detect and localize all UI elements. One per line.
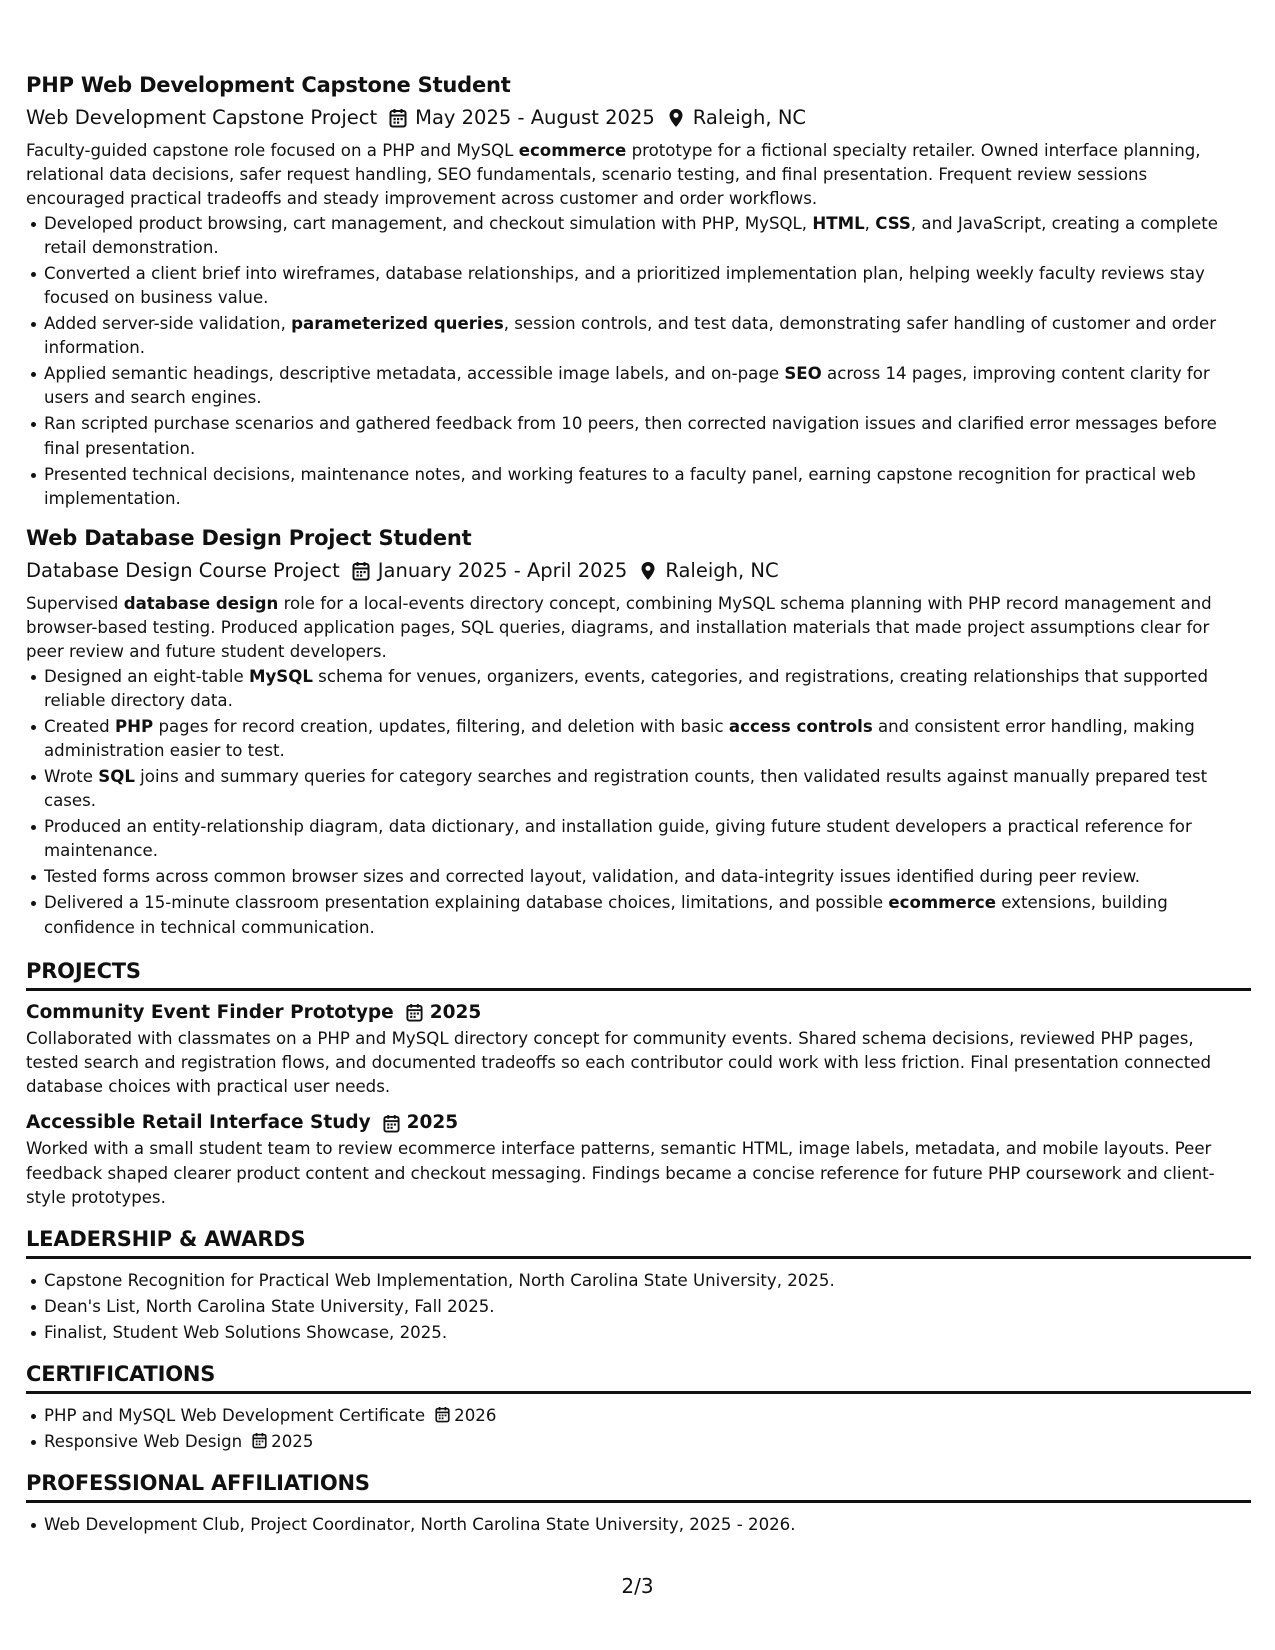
job-summary: Faculty-guided capstone role focused on a PHP and MySQL ecommerce prototype for a fictional specialty retailer. Owned interface planning, relational data decisions, safer request handling, SEO fundamentals, scenario testing, and final presentation. Frequent review sessions encouraged practical tradeoffs and steady improvement across customer and order workflows. [26, 141, 1201, 209]
job-bullets [26, 665, 1251, 940]
section-heading: LEADERSHIP & AWARDS [26, 1226, 1251, 1259]
section-heading: CERTIFICATIONS [26, 1361, 1251, 1394]
experience-entry [26, 525, 1251, 940]
calendar-icon [252, 1432, 267, 1449]
project-year: 2025 [406, 1112, 459, 1134]
bold-keyword: CSS [875, 213, 911, 233]
job-title: PHP Web Development Capstone Student [26, 73, 511, 97]
list-item: Created PHP pages for record creation, updates, filtering, and deletion with basic access controls and consistent error handling, making administration easier to test. [44, 715, 1251, 763]
calendar-icon [383, 1114, 400, 1133]
bold-keyword: SEO [784, 364, 822, 384]
job-bullets [26, 212, 1251, 511]
job-organization: Database Design Course Project [26, 559, 340, 583]
project-description: Collaborated with classmates on a PHP and MySQL directory concept for community events. Shared schema decisions, reviewed PHP pages, tested search and registration flows, and documented tradeoffs so each contributor could work with less friction. Final presentation connected database choices with practical user needs. [26, 1028, 1211, 1097]
project-entry [26, 1111, 1251, 1210]
job-meta [26, 559, 1251, 583]
list-item: Wrote SQL joins and summary queries for category searches and registration counts, then validated results against manually prepared test cases. [44, 765, 1251, 813]
list-item: Presented technical decisions, maintenance notes, and working features to a faculty panel, earning capstone recognition for practical web implementation. [44, 463, 1251, 511]
job-dates: May 2025 - August 2025 [415, 106, 655, 129]
affiliations-section [26, 1470, 1251, 1537]
experience-entry [26, 72, 1251, 511]
certification-name: PHP and MySQL Web Development Certificate [44, 1406, 426, 1426]
job-dates: January 2025 - April 2025 [377, 559, 628, 583]
job-meta [26, 106, 1251, 130]
leadership-section [26, 1226, 1251, 1345]
certification-year: 2026 [454, 1406, 497, 1426]
job-location: Raleigh, NC [665, 559, 779, 583]
job-location: Raleigh, NC [692, 106, 807, 129]
bold-keyword: access controls [728, 716, 873, 736]
job-organization: Web Development Capstone Project [26, 106, 378, 129]
list-item: Applied semantic headings, descriptive metadata, accessible image labels, and on-page SEO across 14 pages, improving content clarity for users and search engines. [44, 362, 1251, 410]
list-item: Converted a client brief into wireframes, database relationships, and a prioritized implementation plan, helping weekly faculty reviews stay focused on business value. [44, 262, 1251, 310]
bold-keyword: database design [123, 594, 279, 614]
list-item: Capstone Recognition for Practical Web Implementation, North Carolina State University, 2025. [44, 1269, 1251, 1293]
list-item: Dean's List, North Carolina State University, Fall 2025. [44, 1295, 1251, 1319]
projects-section [26, 958, 1251, 1210]
project-title-row [26, 1001, 1251, 1025]
list-item: Produced an entity-relationship diagram, data dictionary, and installation guide, giving future student developers a practical reference for maintenance. [44, 815, 1251, 863]
calendar-icon [435, 1406, 450, 1423]
job-title: Web Database Design Project Student [26, 526, 472, 551]
list-item: Ran scripted purchase scenarios and gathered feedback from 10 peers, then corrected navigation issues and clarified error messages before final presentation. [44, 412, 1251, 460]
bold-keyword: MySQL [248, 666, 313, 686]
page-number: 2/3 [621, 1574, 654, 1598]
map-pin-icon [639, 561, 657, 581]
bold-keyword: ecommerce [518, 141, 627, 160]
certification-name: Responsive Web Design [44, 1432, 243, 1452]
project-title-row [26, 1111, 1251, 1135]
bold-keyword: ecommerce [888, 893, 996, 913]
list-item: Delivered a 15-minute classroom presentation explaining database choices, limitations, and possible ecommerce extensions, building confidence in technical communication. [44, 891, 1251, 939]
project-title: Community Event Finder Prototype [26, 1001, 394, 1023]
job-summary: Supervised database design role for a local-events directory concept, combining MySQL schema planning with PHP record management and browser-based testing. Produced application pages, SQL queries, diagrams, and installation materials that made project assumptions clear for peer review and future student developers. [26, 594, 1212, 662]
project-entry [26, 1001, 1251, 1100]
bold-keyword: SQL [98, 767, 135, 787]
calendar-icon [389, 108, 407, 128]
section-heading: PROFESSIONAL AFFILIATIONS [26, 1470, 1251, 1503]
leadership-list [26, 1269, 1251, 1345]
list-item: Designed an eight-table MySQL schema for venues, organizers, events, categories, and registrations, creating relationships that supported reliable directory data. [44, 665, 1251, 713]
list-item: Tested forms across common browser sizes and corrected layout, validation, and data-integrity issues identified during peer review. [44, 865, 1251, 889]
bold-keyword: HTML [812, 213, 865, 233]
project-title: Accessible Retail Interface Study [26, 1112, 371, 1134]
map-pin-icon [667, 108, 685, 128]
calendar-icon [406, 1003, 423, 1022]
list-item: Added server-side validation, parameterized queries, session controls, and test data, demonstrating safer handling of customer and order information. [44, 312, 1251, 360]
resume-page [26, 72, 1251, 1539]
list-item: Developed product browsing, cart management, and checkout simulation with PHP, MySQL, HTML, CSS, and JavaScript, creating a complete retail demonstration. [44, 212, 1251, 260]
certification-year: 2025 [271, 1432, 314, 1452]
certifications-list [26, 1404, 1251, 1454]
bold-keyword: parameterized queries [291, 314, 504, 334]
project-year: 2025 [429, 1001, 482, 1023]
certifications-section [26, 1361, 1251, 1454]
affiliations-list [26, 1513, 1251, 1537]
calendar-icon [352, 561, 370, 581]
bold-keyword: PHP [114, 716, 154, 736]
list-item: Finalist, Student Web Solutions Showcase, 2025. [44, 1321, 1251, 1345]
section-heading: PROJECTS [26, 958, 1251, 991]
list-item [44, 1430, 1251, 1454]
project-description: Worked with a small student team to review ecommerce interface patterns, semantic HTML, image labels, metadata, and mobile layouts. Peer feedback shaped clearer product content and checkout messaging. Findings became a concise reference for future PHP coursework and client-style prototypes. [26, 1139, 1215, 1207]
list-item [44, 1404, 1251, 1428]
list-item: Web Development Club, Project Coordinator, North Carolina State University, 2025 - 2026. [44, 1513, 1251, 1537]
